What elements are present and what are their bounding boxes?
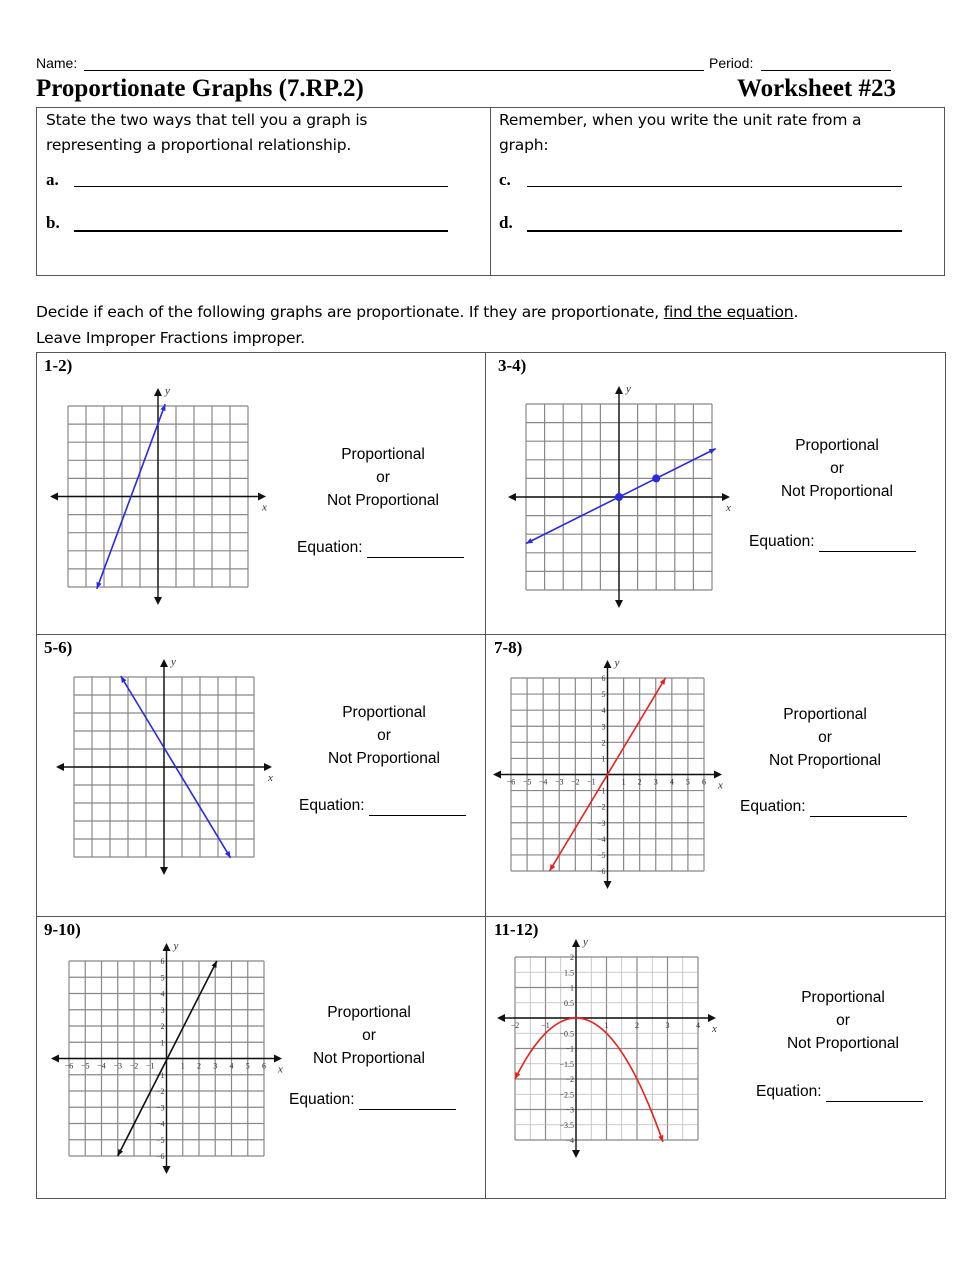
- not-proportional-option: Not Proportional: [780, 483, 893, 500]
- x-tick-label: 4: [229, 1061, 234, 1071]
- x-tick-label: −4: [538, 777, 548, 787]
- x-tick-label: −2: [571, 777, 580, 787]
- x-tick-label: 1: [621, 777, 626, 787]
- proportional-option: Proportional: [783, 706, 867, 723]
- divider: [36, 916, 946, 917]
- x-tick-label: −6: [64, 1061, 74, 1071]
- answer-label-b: b.: [46, 213, 60, 232]
- name-field[interactable]: [84, 70, 704, 71]
- equation-label: Equation:: [289, 1091, 355, 1108]
- y-tick-label: 2: [601, 738, 606, 748]
- not-proportional-option: Not Proportional: [327, 750, 440, 767]
- y-tick-label: 6: [601, 674, 606, 683]
- equation-answer-field[interactable]: [819, 533, 916, 552]
- coordinate-graph: [510, 936, 717, 1145]
- right-prompt: Remember, when you write the unit rate from a: [499, 111, 862, 129]
- coordinate-graph: [526, 383, 731, 590]
- x-tick-label: −2: [129, 1061, 139, 1071]
- instructions-text: Decide if each of the following graphs are proportionate. If they are proportionate,: [36, 303, 664, 321]
- answer-label-d: d.: [499, 213, 513, 232]
- y-tick-label: 1: [570, 983, 574, 993]
- x-axis-label: x: [718, 779, 723, 792]
- x-tick-label: 2: [635, 1021, 639, 1030]
- y-axis-label: y: [614, 657, 620, 669]
- x-tick-label: −1: [541, 1021, 550, 1030]
- y-tick-label: 1.5: [564, 968, 574, 978]
- x-axis-label: x: [726, 502, 731, 514]
- y-tick-label: −1: [565, 1044, 574, 1054]
- divider: [485, 352, 486, 1199]
- y-tick-label: −2: [565, 1075, 574, 1084]
- proportional-option: Proportional: [801, 989, 885, 1006]
- x-tick-label: 4: [696, 1021, 700, 1030]
- y-axis-label: y: [583, 936, 588, 948]
- worksheet-number: Worksheet #23: [736, 75, 896, 102]
- answer-field-a[interactable]: [74, 186, 448, 187]
- x-tick-label: −3: [554, 777, 564, 787]
- period-field[interactable]: [761, 70, 891, 71]
- page-title: Proportionate Graphs (7.RP.2): [36, 75, 364, 102]
- x-tick-label: 3: [653, 777, 658, 787]
- coordinate-graph: [506, 657, 723, 876]
- x-tick-label: 5: [245, 1061, 250, 1071]
- y-tick-label: −3: [565, 1105, 574, 1115]
- equation-row: [740, 798, 907, 817]
- y-axis-label: y: [626, 383, 631, 395]
- y-tick-label: −3: [155, 1103, 165, 1113]
- data-point: [652, 474, 660, 482]
- proportional-option: Proportional: [342, 704, 426, 721]
- instructions-text: .: [793, 303, 799, 321]
- x-tick-label: 2: [197, 1061, 201, 1071]
- y-tick-label: −3: [596, 818, 606, 828]
- x-tick-label: 3: [213, 1061, 218, 1071]
- problem-label: 7-8): [494, 638, 523, 657]
- equation-label: Equation:: [756, 1083, 822, 1100]
- right-prompt: graph:: [499, 136, 549, 154]
- x-tick-label: 3: [665, 1021, 670, 1030]
- y-axis-label: y: [171, 656, 176, 668]
- y-tick-label: −0.5: [559, 1029, 574, 1039]
- y-tick-label: 0.5: [564, 998, 574, 1008]
- x-axis-label: x: [262, 501, 267, 514]
- x-tick-label: −2: [510, 1021, 520, 1030]
- x-tick-label: −6: [506, 777, 516, 787]
- coordinate-graph: [68, 385, 267, 587]
- answer-label-a: a.: [46, 170, 59, 189]
- y-tick-label: 5: [601, 690, 606, 700]
- y-tick-label: 6: [160, 957, 165, 966]
- x-tick-label: 4: [669, 777, 674, 787]
- y-tick-label: −6: [155, 1152, 165, 1161]
- y-tick-label: −1: [155, 1070, 165, 1080]
- problem-label: 1-2): [44, 356, 73, 375]
- left-prompt: State the two ways that tell you a graph is: [46, 111, 368, 129]
- problem-label: 5-6): [44, 638, 73, 657]
- y-tick-label: −4: [155, 1119, 165, 1129]
- or-text: or: [377, 727, 391, 744]
- equation-answer-field[interactable]: [810, 798, 907, 817]
- y-tick-label: −4: [596, 834, 606, 844]
- or-text: or: [818, 729, 832, 746]
- answer-field-c[interactable]: [527, 186, 902, 187]
- data-point: [615, 493, 623, 501]
- x-tick-label: 6: [702, 777, 706, 787]
- left-prompt: representing a proportional relationship.: [46, 136, 352, 154]
- y-tick-label: 4: [601, 706, 606, 716]
- period-label: Period:: [709, 55, 754, 71]
- y-axis-label: y: [173, 940, 179, 952]
- equation-label: Equation:: [740, 798, 806, 815]
- x-tick-label: 5: [685, 777, 690, 787]
- x-tick-label: −1: [587, 777, 596, 787]
- y-tick-label: −5: [596, 850, 606, 860]
- not-proportional-option: Not Proportional: [312, 1050, 425, 1067]
- proportional-option: Proportional: [327, 1004, 411, 1021]
- x-tick-label: −1: [145, 1061, 155, 1071]
- y-tick-label: −2.5: [559, 1090, 574, 1100]
- y-tick-label: −2: [596, 802, 606, 812]
- equation-row: [297, 539, 464, 558]
- y-tick-label: 2: [160, 1022, 165, 1031]
- x-tick-label: −5: [522, 777, 532, 787]
- or-text: or: [362, 1027, 376, 1044]
- y-tick-label: 5: [160, 973, 165, 983]
- equation-answer-field[interactable]: [359, 1091, 456, 1110]
- x-axis-label: x: [712, 1023, 717, 1035]
- equation-label: Equation:: [749, 533, 815, 550]
- coordinate-graph: [64, 940, 283, 1161]
- equation-row: [289, 1091, 456, 1110]
- y-tick-label: −5: [155, 1135, 165, 1145]
- or-text: or: [830, 460, 844, 477]
- answer-label-c: c.: [499, 170, 511, 189]
- x-tick-label: −5: [80, 1061, 90, 1071]
- problem-label: 9-10): [44, 920, 81, 939]
- x-tick-label: 1: [180, 1061, 185, 1071]
- equation-label: Equation:: [297, 539, 363, 556]
- equation-row: [299, 797, 466, 816]
- or-text: or: [836, 1012, 850, 1029]
- y-tick-label: −2: [155, 1087, 165, 1096]
- equation-answer-field[interactable]: [367, 539, 464, 558]
- y-tick-label: −3.5: [559, 1120, 574, 1130]
- x-tick-label: 6: [262, 1061, 266, 1071]
- not-proportional-option: Not Proportional: [768, 752, 881, 769]
- y-axis-label: y: [165, 385, 170, 397]
- graph-curve: [515, 1018, 663, 1142]
- answer-field-b[interactable]: [74, 230, 448, 232]
- y-tick-label: 3: [601, 722, 606, 732]
- y-tick-label: 1: [601, 754, 606, 764]
- x-tick-label: 1: [604, 1021, 609, 1030]
- or-text: or: [376, 469, 390, 486]
- equation-answer-field[interactable]: [826, 1083, 923, 1102]
- y-tick-label: −1: [596, 786, 606, 796]
- problem-label: 3-4): [498, 356, 527, 375]
- y-tick-label: −6: [596, 867, 606, 876]
- coordinate-graph: [74, 656, 273, 857]
- proportional-option: Proportional: [341, 446, 425, 463]
- y-tick-label: −4: [565, 1136, 574, 1145]
- not-proportional-option: Not Proportional: [326, 492, 439, 509]
- proportional-option: Proportional: [795, 437, 879, 454]
- instructions-line-1: [36, 303, 798, 321]
- curve-arrow-icon: [160, 404, 165, 411]
- x-axis-label: x: [278, 1063, 283, 1076]
- equation-row: [749, 533, 916, 552]
- x-axis-label: x: [268, 772, 273, 784]
- instructions-line-2: Leave Improper Fractions improper.: [36, 329, 305, 347]
- find-equation-emphasis: find the equation: [663, 303, 794, 321]
- y-tick-label: −1.5: [559, 1059, 574, 1069]
- equation-answer-field[interactable]: [369, 797, 466, 816]
- x-tick-label: −3: [113, 1061, 123, 1071]
- problem-label: 11-12): [494, 920, 539, 939]
- y-tick-label: 2: [570, 953, 574, 962]
- x-tick-label: 2: [637, 777, 642, 787]
- name-label: Name:: [36, 55, 78, 71]
- divider: [490, 107, 491, 276]
- answer-field-d[interactable]: [527, 230, 902, 232]
- y-tick-label: 3: [160, 1005, 165, 1015]
- equation-label: Equation:: [299, 797, 365, 814]
- y-tick-label: 1: [160, 1038, 165, 1048]
- not-proportional-option: Not Proportional: [786, 1035, 899, 1052]
- x-tick-label: −4: [97, 1061, 106, 1071]
- y-tick-label: 4: [160, 989, 165, 999]
- divider: [36, 634, 946, 635]
- equation-row: [756, 1083, 923, 1102]
